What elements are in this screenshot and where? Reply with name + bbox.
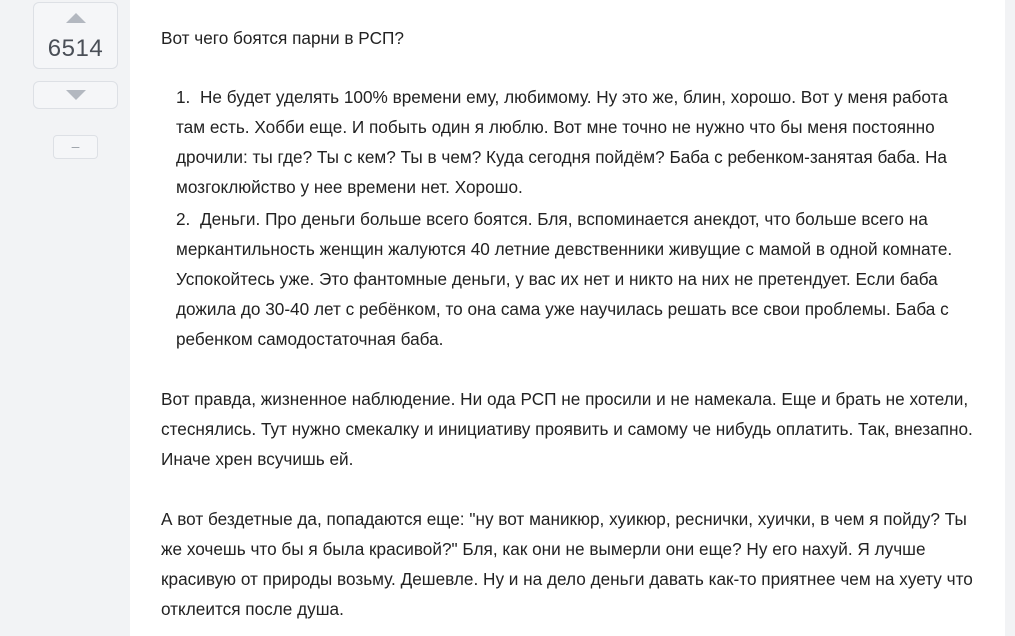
list-item-text: Не будет уделять 100% времени ему, любимому. Ну это же, блин, хорошо. Вот у меня работа там есть. Хобби еще. И побыть один я люблю. Вот мне точно не нужно что бы меня постоянно дрочили: ты где? Ты с кем? Ты в чем? Куда сегодня пойдём? Баба с ребенком-занятая баба. На мозгоклюйство у нее времени нет. Хорошо.	[176, 87, 948, 197]
list-item-text: Деньги. Про деньги больше всего боятся. Бля, вспоминается анекдот, что больше всего на меркантильность женщин жалуются 40 летние девственники живущие с мамой в одной комнате. Успокойтесь уже. Это фантомные деньги, у вас их нет и никто на них не претендует. Если баба дожила до 30-40 лет с ребёнком, то она сама уже научилась решать все свои проблемы. Баба с ребенком самодостаточная баба.	[176, 209, 953, 349]
list-item-number: 1.	[176, 87, 191, 107]
post-list	[176, 82, 975, 354]
post-paragraph: А вот бездетные да, попадаются еще: "ну вот маникюр, хуикюр, реснички, хуички, в чем я пойду? Ты же хочешь что бы я была красивой?" Бля, как они не вымерли они еще? Ну его нахуй. Я лучше красивую от природы возьму. Дешевле. Ну и на дело деньги давать как-то приятнее чем на хуету что отклеится после душа.	[161, 509, 973, 619]
downvote-button[interactable]	[33, 81, 118, 109]
vote-sidebar	[0, 0, 130, 636]
vote-score: 6514	[47, 35, 104, 62]
post-content	[130, 0, 1005, 636]
upvote-button[interactable]	[33, 2, 118, 69]
post-paragraph: Вот правда, жизненное наблюдение. Ни ода РСП не просили и не намекала. Еще и брать не хотели, стеснялись. Тут нужно смекалку и инициативу проявить и самому че нибудь оплатить. Так, внезапно. Иначе хрен всучишь ей.	[161, 389, 973, 469]
list-item	[176, 82, 975, 202]
triangle-down-icon	[66, 90, 86, 100]
triangle-up-icon	[66, 13, 86, 23]
list-item-number: 2.	[176, 209, 191, 229]
collapse-button[interactable]: –	[53, 135, 98, 159]
post-intro: Вот чего боятся парни в РСП?	[161, 28, 404, 48]
list-item	[176, 204, 975, 354]
